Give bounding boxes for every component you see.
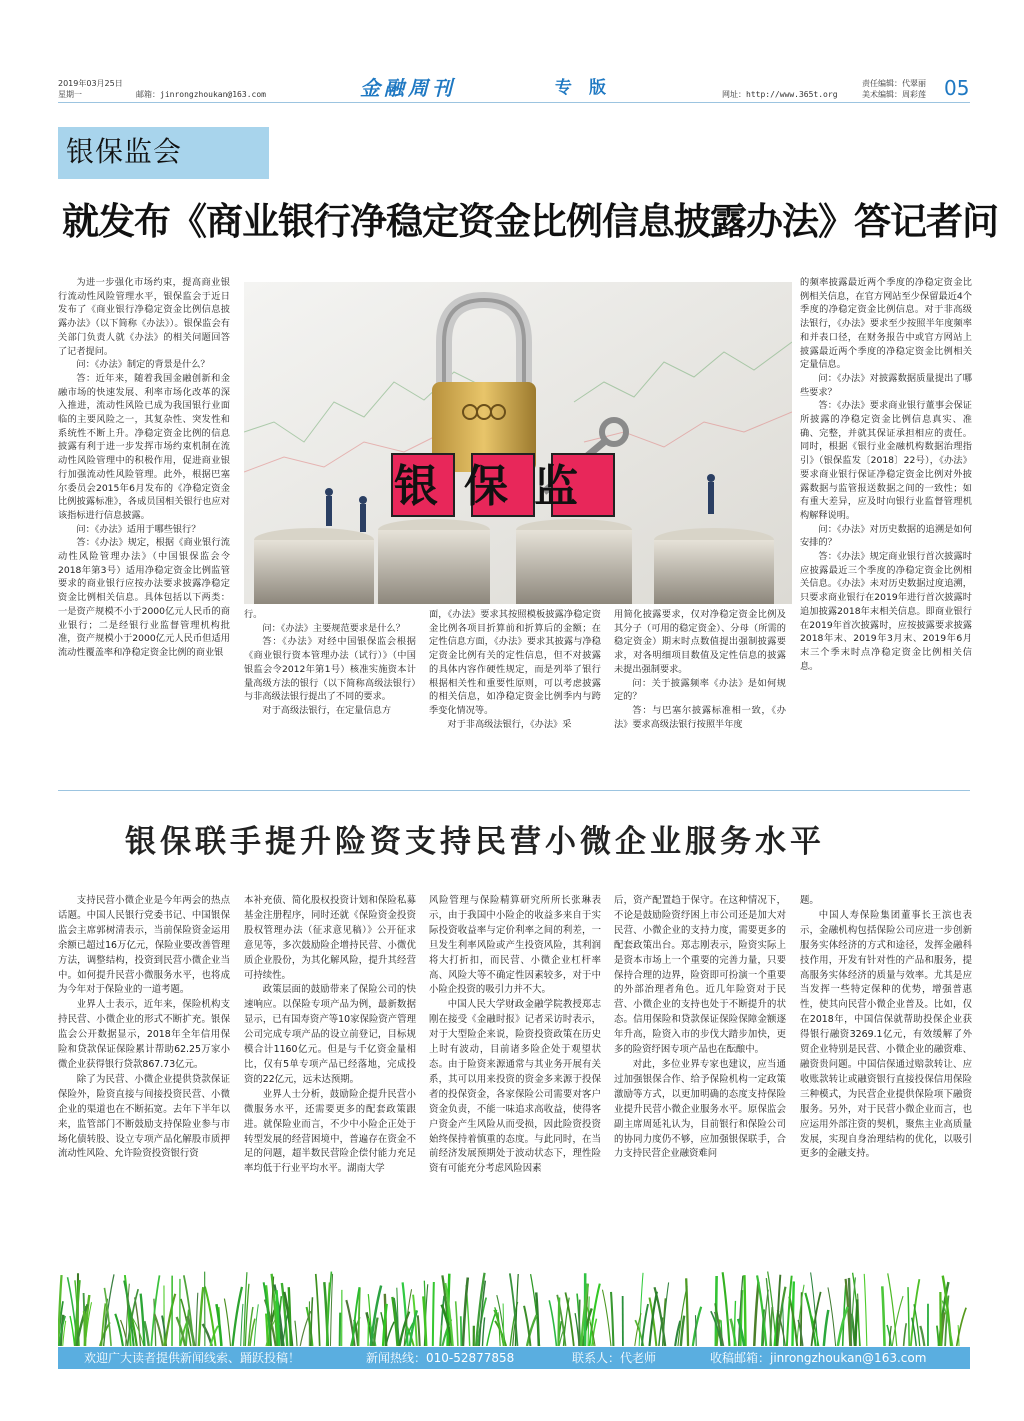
paragraph: 问：《办法》对历史数据的追溯是如何安排的？: [800, 523, 972, 549]
grass-blade: [558, 1298, 559, 1346]
header-divider: [58, 102, 970, 103]
grass-blade: [920, 1326, 924, 1346]
grass-blade: [456, 1301, 458, 1346]
article1-column-4: [614, 608, 786, 758]
grass-blade: [908, 1287, 909, 1346]
photo-caption: 银保监: [394, 461, 604, 512]
header-date: 2019年03月25日: [58, 79, 123, 88]
header-website: 网址：http://www.365t.org: [722, 90, 838, 99]
grass-blade: [433, 1282, 434, 1346]
grass-blade: [783, 1303, 784, 1346]
paragraph: 对于高级法银行，在定量信息方: [262, 704, 392, 716]
grass-blade: [165, 1294, 175, 1346]
grass-decoration: [58, 1268, 970, 1346]
paragraph: 用简化披露要求，仅对净稳定资金比例及其分子（可用的稳定资金）、分母（所需的稳定资金）期末时点数值提出强制披露要求，对各明细项目数值及定性信息的披露未提出强制要求。: [614, 609, 786, 675]
paragraph: 风险管理与保险精算研究所所长张琳表示，由于我国中小险企的收益多来自于实际投资收益率与定价利率之间的利差，一旦发生利率风险或产生投资风险，其利润将大打折扣，而民营、小微企业杠杆率高、风险大等不确定性因素较多，对于中小险企投资的吸引力并不大。: [429, 895, 601, 996]
grass-blade: [855, 1299, 857, 1346]
paragraph: 政策层面的鼓励带来了保险公司的快速响应。以保险专项产品为例，最新数据显示，已有国寿资产等10家保险资产管理公司完成专项产品的设立前登记，目标规模合计1160亿元。但是与千亿资金量相比，仅有5单专项产品已经落地，完成投资的22亿元，远未达预期。: [244, 984, 416, 1085]
article1-column-1: [58, 276, 230, 780]
paragraph: 为进一步强化市场约束，提高商业银行流动性风险管理水平，银保监会于近日发布了《商业银行净稳定资金比例信息披露办法》（以下简称《办法》）。银保监会有关部门负责人就《办法》的相关问题回答了记者提问。: [58, 277, 230, 357]
article2-column-4: [614, 894, 786, 1266]
grass-blade: [487, 1310, 497, 1346]
grass-blade: [316, 1274, 320, 1346]
header-logo: 金融周刊: [360, 76, 456, 100]
grass-blade: [663, 1282, 669, 1346]
grass-blade: [904, 1323, 907, 1346]
grass-blade: [563, 1298, 569, 1346]
grass-blade: [224, 1299, 230, 1346]
paragraph: 行。: [244, 609, 263, 620]
footer-submit-email: 收稿邮箱：jinrongzhoukan@163.com: [710, 1351, 927, 1365]
grass-blade: [289, 1287, 291, 1346]
grass-blade: [371, 1286, 381, 1346]
article1-column-5: [800, 276, 972, 780]
grass-blade: [482, 1317, 484, 1346]
paragraph: 业界人士分析，鼓励险企提升民营小微服务水平，还需要更多的配套政策跟进。就保险业而言，不少中小险企正处于转型发展的经营困境中，普遍存在资金不足的问题，超半数民营险企偿付能力充足率均低于行业平均水平。湖南大学: [244, 1088, 416, 1175]
lock-coins-photo: [244, 282, 792, 604]
paragraph: 后，资产配置趋于保守。在这种情况下，不论是鼓励险资纾困上市公司还是加大对民营、小微企业的支持力度，需要更多的配套政策出台。郑志刚表示，险资实际上是资本市场上一个重要的完善力量，只要保持合理的边界，险资即可扮演一个重要的外部治理者角色。近几年险资对于民营、小微企业的支持也处于不断提升的状态。信用保险和贷款保证保险保障金额逐年升高，险资入市的步伐大踏步加快，更多的险资纾困专项产品也在酝酿中。: [614, 895, 786, 1056]
paragraph: 答：与巴塞尔披露标准相一致，《办法》要求高级法银行按照半年度: [614, 704, 786, 730]
lock-coins-illustration: [244, 282, 792, 604]
section-divider: [58, 790, 970, 791]
article2-title: 银保联手提升险资支持民营小微企业服务水平: [125, 824, 825, 860]
article1-column-2: [244, 608, 416, 758]
grass-blade: [864, 1274, 867, 1346]
grass-blade: [254, 1304, 258, 1346]
paragraph: 对此，多位业界专家也建议，应当通过加强银保合作、给予保险机构一定政策激励等方式，以更加明确的态度支持保险业提升民营小微企业服务水平。原保监会副主席周延礼认为，目前银行和保险公司的协同力度仍不够，应加强银保联手，合力支持民营企业融资难问: [614, 1058, 786, 1160]
footer-invite: 欢迎广大读者提供新闻线索、踊跃投稿！: [84, 1351, 301, 1365]
footer-contact: 联系人：代老师: [572, 1351, 657, 1365]
paragraph: 本补充债、简化股权投资计划和保险私募基金注册程序，同时还就《保险资金投资股权管理办法（征求意见稿）》公开征求意见等，多次鼓励险企增持民营、小微优质企业股份，为其化解风险，提升其经营可持续性。: [244, 895, 416, 981]
paragraph: 对于非高级法银行，《办法》采: [447, 718, 572, 730]
grass-blade: [693, 1307, 701, 1346]
paragraph: 题。: [800, 895, 819, 906]
article2-column-2: [244, 894, 416, 1266]
section-banner-label: 银保监会: [66, 135, 183, 168]
header-weekday: 星期一: [58, 90, 82, 99]
grass-blade: [824, 1310, 828, 1346]
paragraph: 业界人士表示，近年来，保险机构支持民营、小微企业的形式不断扩充。银保监会公开数据显示，2018年全年信用保险和贷款保证保险累计帮助62.25万家小微企业获得银行贷款867.73亿元。: [58, 999, 230, 1070]
header-art-editor: 美术编辑：周彩莲: [862, 90, 926, 99]
grass-blade: [84, 1311, 85, 1346]
grass-blade: [937, 1326, 939, 1346]
grass-blade: [828, 1287, 836, 1346]
grass-blade: [602, 1290, 611, 1346]
page-number: 05: [944, 76, 970, 100]
paragraph: 答：《办法》规定商业银行首次披露时应披露最近三个季度的净稳定资金比例相关信息。《办法》未对历史数据过度追溯，只要求商业银行在2019年进行首次披露时追加披露2018年末相关信息。即商业银行在2019年首次披露时，应按披露要求披露2018年末、2019年3月末、2019年6月末三个季末时点净稳定资金比例相关信息。: [800, 551, 972, 672]
grass-blade: [368, 1318, 369, 1346]
grass-blade: [565, 1292, 573, 1346]
article2-column-5: [800, 894, 972, 1266]
grass-blade: [611, 1292, 613, 1346]
grass-blade: [549, 1300, 556, 1346]
grass-blade: [418, 1315, 420, 1346]
paragraph: 答：近年来，随着我国金融创新和金融市场的快速发展、利率市场化改革的深入推进，流动性风险已成为我国银行业面临的主要风险之一，其复杂性、突发性和系统性不断上升。净稳定资金比例的信息披露有利于进一步发挥市场约束机制在流动性风险管理中的积极作用，促进商业银行加强流动性风险管理。此外，根据巴塞尔委员会2015年6月发布的《净稳定资金比例披露标准》，各成员国相关银行也应对该指标进行信息披露。: [58, 372, 230, 521]
paragraph: 中国人民大学财政金融学院教授郑志刚在接受《金融时报》记者采访时表示，对于大型险企来说，险资投资政策在历史上时有波动，目前诸多险企处于观望状态。由于险资来源通常与其业务开展有关系，其可以用来投资的资金多来源于投保者的投保资金，各家保险公司需要对客户资金负责，不能一味追求高收益，使得客户资金产生风险从而受损，因此险资投资始终保持着慎重的态度。与此同时，在当前经济发展预期处于波动状态下，理性险资有可能充分考虑风险因素: [429, 999, 601, 1175]
paragraph: 面，《办法》要求其按照模板披露净稳定资金比例各项目折算前和折算后的金额；在定性信息方面，《办法》要求其披露与净稳定资金比例有关的定性信息，但不对披露的具体内容作硬性规定，而是列举了银行根据相关性和重要性原则，可以考虑披露的相关信息，如净稳定资金比例季内与跨季变化情况等。: [429, 609, 601, 716]
grass-blade: [882, 1286, 884, 1346]
paragraph: 答：《办法》对经中国银保监会根据《商业银行资本管理办法（试行）》（中国银监会令2012年第1号）核准实施资本计量高级方法的银行（以下简称高级法银行）与非高级法银行提出了不同的要求。: [244, 636, 416, 703]
footer-hotline: 新闻热线：010-52877858: [366, 1351, 515, 1365]
footer-bar: [58, 1347, 970, 1369]
grass-blade: [695, 1315, 696, 1346]
grass-blade: [196, 1293, 198, 1346]
grass-blade: [787, 1276, 792, 1346]
grass-blade: [744, 1275, 745, 1346]
header-editor: 责任编辑：代翠丽: [862, 79, 926, 88]
paragraph: 问：《办法》制定的背景是什么？: [76, 359, 210, 371]
grass-blade: [723, 1272, 730, 1346]
paragraph: 支持民营小微企业是今年两会的热点话题。中国人民银行党委书记、中国银保监会主席郭树清表示，当前保险资金运用余额已超过16万亿元，保险业要改善管理方法，调整结构，投资到民营小微企业当中。如何提升民营小微服务水平，也将成为今年对于保险业的一道考题。: [58, 895, 230, 996]
grass-blade: [423, 1296, 426, 1346]
paragraph: 问：《办法》对披露数据质量提出了哪些要求？: [800, 372, 972, 398]
article1-column-3: [429, 608, 601, 758]
grass-blade: [461, 1316, 462, 1346]
paragraph: 的频率披露最近两个季度的净稳定资金比例相关信息，在官方网站至少保留最近4个季度的净稳定资金比例信息。对于非高级法银行，《办法》要求至少按照半年度频率和并表口径，在财务报告中或官方网站上披露最近两个季度的净稳定资金比例相关定量信息。: [800, 277, 972, 371]
grass-blade: [463, 1277, 468, 1346]
grass-blade: [295, 1321, 297, 1346]
paragraph: 问：关于披露频率《办法》是如何规定的？: [614, 677, 786, 703]
section-banner: [58, 127, 269, 179]
header-email: 邮箱：jinrongzhoukan@163.com: [136, 90, 266, 99]
grass-blade: [579, 1300, 580, 1346]
grass-blade: [754, 1282, 758, 1346]
paragraph: 除了为民营、小微企业提供贷款保证保险外，险资直接与间接投资民营、小微企业的渠道也在不断拓宽。去年下半年以来，监管部门不断鼓励支持保险业参与市场化债转股、设立专项产品化解股市质押流动性风险、允许险资投资银行资: [58, 1073, 230, 1160]
paragraph: 问：《办法》主要规范要求是什么？: [262, 622, 405, 634]
grass-blade: [642, 1304, 648, 1346]
article1-title: 就发布《商业银行净稳定资金比例信息披露办法》答记者问: [62, 200, 998, 243]
header-section: 专 版: [555, 78, 606, 98]
article2-column-1: [58, 894, 230, 1266]
grass-blade: [199, 1287, 203, 1346]
paragraph: 答：《办法》要求商业银行董事会保证所披露的净稳定资金比例信息真实、准确、完整，并就其保证承担相应的责任。同时，根据《银行业金融机构数据治理指引》（银保监发〔2018〕22号），《办法》要求商业银行保证净稳定资金比例对外披露数据与监管报送数据之间的一致性；如有重大差异，应及时向银行业监督管理机构解释说明。: [800, 400, 972, 521]
grass-blade: [590, 1284, 600, 1346]
article2-column-3: [429, 894, 601, 1266]
grass-blade: [241, 1304, 243, 1346]
grass-blade: [503, 1303, 504, 1346]
grass-illustration: [58, 1268, 970, 1346]
paragraph: 中国人寿保险集团董事长王滨也表示，金融机构包括保险公司应进一步创新服务实体经济的方式和途径，发挥金融科技作用，开发有针对性的产品和服务，提高服务实体经济的质量与效率。尤其是应当发挥一些特定保种的优势，增强普惠性，使其向民营小微企业普及。比如，仅在2018年，中国信保就帮助投保企业获得银行融资3269.1亿元，有效缓解了外贸企业特别是民营、小微企业的融资难、融资贵问题。中国信保通过赔款转让、应收账款转让或融资银行直接投保信用保险三种模式，为民营企业提供保险项下融资服务。另外，对于民营小微企业而言，也应运用外部注资的契机，聚焦主业高质量发展，实现自身治理结构的优化，以吸引更多的金融支持。: [800, 909, 972, 1160]
paragraph: 答：《办法》规定，根据《商业银行流动性风险管理办法》（中国银保监会令2018年第3号）适用净稳定资金比例监管要求的商业银行应按办法要求披露净稳定资金比例相关信息。具体包括以下两类：一是资产规模不小于2000亿元人民币的商业银行；二是经银行业监督管理机构批准，资产规模小于2000亿元人民币但适用流动性覆盖率和净稳定资金比例的商业银: [58, 537, 230, 658]
grass-blade: [115, 1314, 123, 1346]
grass-blade: [770, 1307, 772, 1346]
paragraph: 问：《办法》适用于哪些银行？: [76, 523, 201, 535]
